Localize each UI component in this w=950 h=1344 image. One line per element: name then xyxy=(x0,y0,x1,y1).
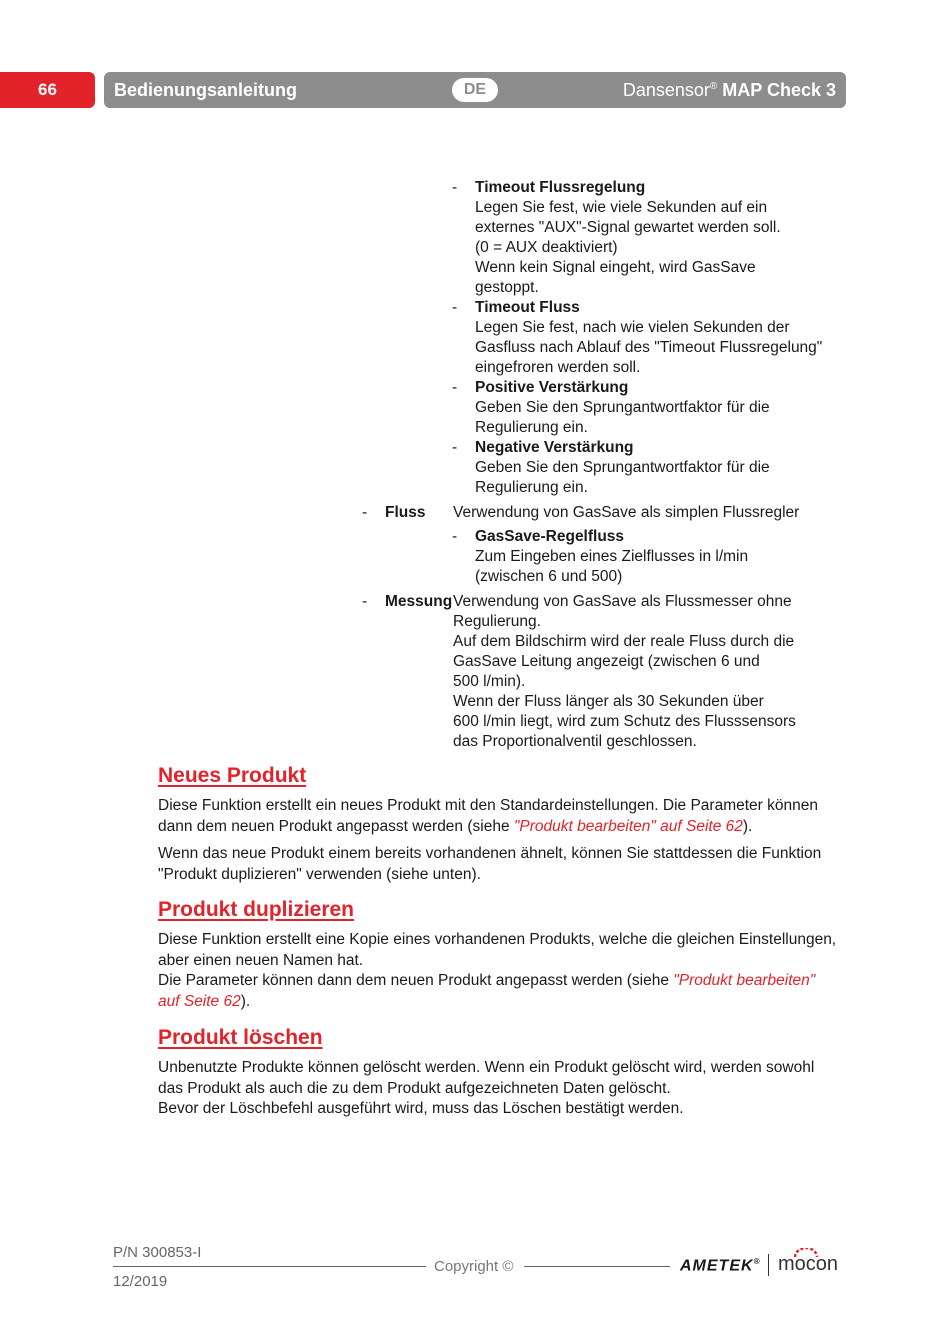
list-dash: - xyxy=(362,504,368,521)
paragraph: Diese Funktion erstellt ein neues Produkt mit den Standardeinstellungen. Die Parameter können dann dem neuen Produkt angepasst werden (siehe "Produkt bearbeiten" auf Seite 62). xyxy=(158,797,818,835)
section-heading-neues-produkt: Neues Produkt xyxy=(158,764,307,787)
setting-line: GasSave Leitung angezeigt (zwischen 6 und xyxy=(453,653,760,670)
setting-line: Wenn kein Signal eingeht, wird GasSave xyxy=(475,259,756,276)
setting-label: Positive Verstärkung xyxy=(475,379,629,396)
setting-line: 500 l/min). xyxy=(453,673,526,690)
setting-label: Timeout Fluss xyxy=(475,299,580,316)
list-dash: - xyxy=(452,179,458,196)
paragraph: Bevor der Löschbefehl ausgeführt wird, muss das Löschen bestätigt werden. xyxy=(158,1100,684,1117)
setting-negative-verstaerkung xyxy=(475,438,855,498)
setting-line: (0 = AUX deaktiviert) xyxy=(475,239,618,256)
setting-positive-verstaerkung xyxy=(475,378,855,438)
setting-line: 600 l/min liegt, wird zum Schutz des Flusssensors xyxy=(453,713,796,730)
setting-line: Regulierung ein. xyxy=(475,479,588,496)
setting-gassave-regelfluss xyxy=(475,527,855,587)
setting-line: Auf dem Bildschirm wird der reale Fluss durch die xyxy=(453,633,795,650)
paragraph: Diese Funktion erstellt eine Kopie eines vorhandenen Produkts, welche die gleichen Einstellungen, aber einen neuen Namen hat. xyxy=(158,931,837,969)
setting-line: (zwischen 6 und 500) xyxy=(475,568,623,585)
copyright: Copyright © xyxy=(434,1258,514,1275)
part-number: P/N 300853-I xyxy=(113,1244,202,1261)
setting-line: Regulierung ein. xyxy=(475,419,588,436)
setting-line: Geben Sie den Sprungantwortfaktor für die xyxy=(475,459,770,476)
setting-label-fluss: Fluss xyxy=(385,504,426,521)
footer-divider xyxy=(524,1266,670,1267)
section-heading-produkt-duplizieren: Produkt duplizieren xyxy=(158,898,355,921)
ametek-logo: AMETEK® xyxy=(680,1257,761,1275)
paragraph: Wenn das neue Produkt einem bereits vorhandenen ähnelt, können Sie stattdessen die Funktion "Produkt duplizieren" verwenden (siehe unten). xyxy=(158,845,822,883)
setting-description-fluss: Verwendung von GasSave als simplen Flussregler xyxy=(453,504,800,521)
logo-divider xyxy=(768,1254,769,1276)
setting-line: Geben Sie den Sprungantwortfaktor für die xyxy=(475,399,770,416)
manual-title: Bedienungsanleitung xyxy=(114,79,298,100)
setting-timeout-flussregelung xyxy=(475,178,855,298)
setting-line: Zum Eingeben eines Zielflusses in l/min xyxy=(475,548,749,565)
list-dash: - xyxy=(452,299,458,316)
header-bar xyxy=(104,72,846,108)
product-model: MAP Check 3 xyxy=(722,79,836,100)
page-number: 66 xyxy=(0,72,95,108)
footer-divider xyxy=(113,1266,426,1267)
setting-timeout-fluss xyxy=(475,298,855,378)
registered-mark: ® xyxy=(709,80,718,92)
setting-description-messung xyxy=(453,592,843,752)
list-dash: - xyxy=(452,379,458,396)
setting-line: Regulierung. xyxy=(453,613,541,630)
paragraph: Unbenutzte Produkte können gelöscht werden. Wenn ein Produkt gelöscht wird, werden sowohl das Produkt als auch die zu dem Produkt aufgezeichneten Daten gelöscht. xyxy=(158,1059,815,1097)
language-badge: DE xyxy=(452,78,498,102)
setting-line: externes "AUX"-Signal gewartet werden soll. xyxy=(475,219,781,236)
publication-date: 12/2019 xyxy=(113,1273,168,1290)
setting-label: Negative Verstärkung xyxy=(475,439,634,456)
setting-line: gestoppt. xyxy=(475,279,539,296)
setting-line: Wenn der Fluss länger als 30 Sekunden über xyxy=(453,693,764,710)
setting-label-messung: Messung xyxy=(385,593,453,610)
setting-label: GasSave-Regelfluss xyxy=(475,528,625,545)
cross-reference-link[interactable]: "Produkt bearbeiten" auf Seite 62 xyxy=(158,972,816,1010)
product-brand: Dansensor xyxy=(622,79,710,100)
setting-line: eingefroren werden soll. xyxy=(475,359,641,376)
setting-line: das Proportionalventil geschlossen. xyxy=(453,733,697,750)
mocon-logo: mocon xyxy=(778,1253,839,1275)
list-dash: - xyxy=(452,439,458,456)
cross-reference-link[interactable]: "Produkt bearbeiten" auf Seite 62 xyxy=(513,817,743,835)
section-heading-produkt-loeschen: Produkt löschen xyxy=(158,1026,323,1049)
list-dash: - xyxy=(452,528,458,545)
setting-label: Timeout Flussregelung xyxy=(475,179,646,196)
setting-line: Legen Sie fest, nach wie vielen Sekunden der xyxy=(475,319,790,336)
paragraph: Die Parameter können dann dem neuen Produkt angepasst werden (siehe "Produkt bearbeiten" auf Seite 62). xyxy=(158,972,816,1010)
setting-line: Legen Sie fest, wie viele Sekunden auf ein xyxy=(475,199,768,216)
list-dash: - xyxy=(362,593,368,610)
setting-line: Verwendung von GasSave als Flussmesser ohne xyxy=(453,593,792,610)
product-name xyxy=(623,80,836,101)
setting-line: Gasfluss nach Ablauf des "Timeout Flussregelung" xyxy=(475,339,823,356)
